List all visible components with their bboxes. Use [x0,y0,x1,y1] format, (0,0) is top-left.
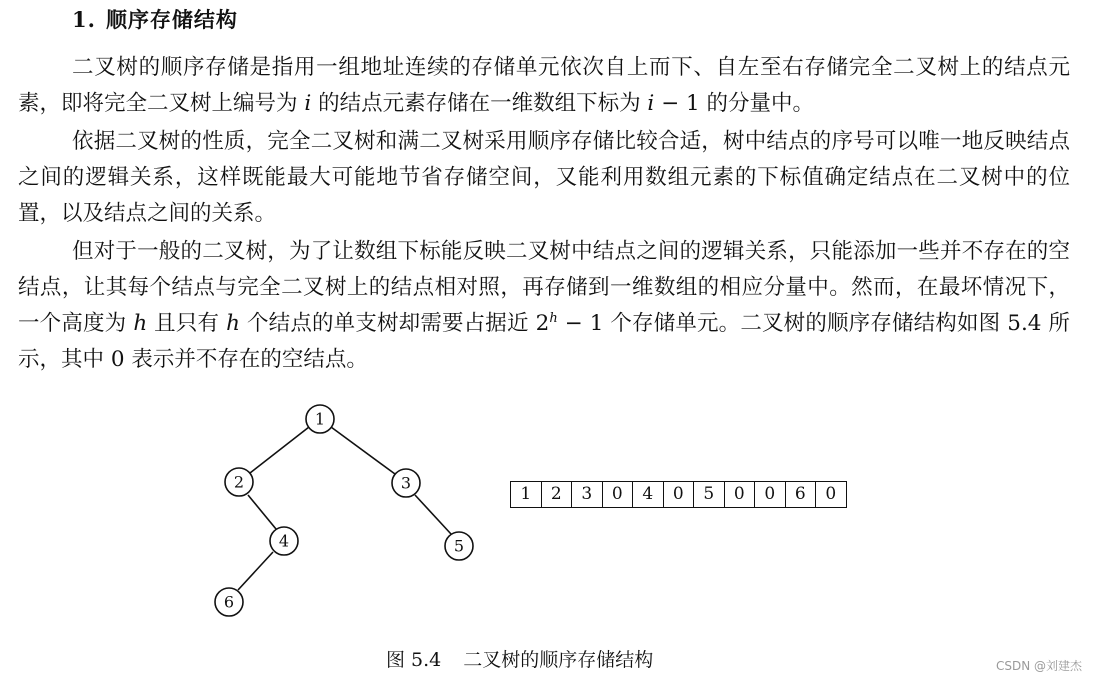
binary-tree-diagram [200,395,500,625]
figure-title: 二叉树的顺序存储结构 [463,649,654,671]
p3-sup-h: h [549,310,558,326]
figure-caption [386,645,653,672]
p3-var-h: h [133,311,148,336]
tree-node-5: 5 [453,536,465,556]
tree-node-6: 6 [223,592,235,612]
array-cell-3: 0 [603,481,634,508]
p1-text-a: 二叉树的顺序存储是指用一组地址连续的存储单元依次自上而下、自左至右存储完全二叉树上的结点元素，即将完全二叉树上编号为 [18,55,1070,116]
p1-var-i: i [304,91,312,116]
paragraph-3 [18,234,1070,378]
figure-number: 图 5.4 [386,649,442,671]
p3-text-a: 但对于一般的二叉树，为了让数组下标能反映二叉树中结点之间的逻辑关系，只能添加一些并不存在的空结点，让其每个结点与完全二叉树上的结点相对照，再存储到一维数组的相应分量中。然而，在最坏情况下，一个高度为 [18,239,1070,336]
array-cell-7: 0 [725,481,756,508]
sequential-array [510,481,847,508]
tree-node-4: 4 [278,531,290,551]
p3-var-h-2: h [226,311,241,336]
paragraph-1 [18,50,1070,122]
p1-text-c: − 1 的分量中。 [654,91,814,116]
paragraph-2: 依据二叉树的性质，完全二叉树和满二叉树采用顺序存储比较合适，树中结点的序号可以唯一地反映结点之间的逻辑关系，这样既能最大可能地节省存储空间，又能利用数组元素的下标值确定结点在二叉树中的位置，以及结点之间的关系。 [18,129,1070,226]
p3-text-c: 个结点的单支树却需要占据近 2 [240,311,550,336]
edge-3-5 [415,495,451,534]
array-cell-5: 0 [664,481,695,508]
edge-2-4 [248,495,276,529]
section-number: 1. [72,7,96,32]
p1-text-b: 的结点元素存储在一维数组下标为 [311,91,648,116]
array-cell-10: 0 [816,481,847,508]
array-cell-1: 2 [542,481,573,508]
tree-node-3: 3 [400,473,412,493]
tree-node-2: 2 [233,472,245,492]
watermark: CSDN @刘建杰 [995,659,1082,673]
edge-4-6 [238,552,273,590]
array-cell-9: 6 [786,481,817,508]
edge-1-3 [331,427,395,474]
tree-node-1: 1 [314,409,326,429]
array-cell-0: 1 [511,481,542,508]
array-cell-8: 0 [755,481,786,508]
section-title: 顺序存储结构 [105,7,238,32]
array-cell-2: 3 [572,481,603,508]
p1-var-i-2: i [647,91,655,116]
p3-text-d: − 1 个存储单元。二叉树的顺序存储结构如图 5.4 所示，其中 0 表示并不存在的空结点。 [18,311,1070,372]
p3-text-b: 且只有 [147,311,227,336]
array-cell-4: 4 [633,481,664,508]
array-cell-6: 5 [694,481,725,508]
section-heading [72,4,238,34]
edge-1-2 [250,427,309,473]
